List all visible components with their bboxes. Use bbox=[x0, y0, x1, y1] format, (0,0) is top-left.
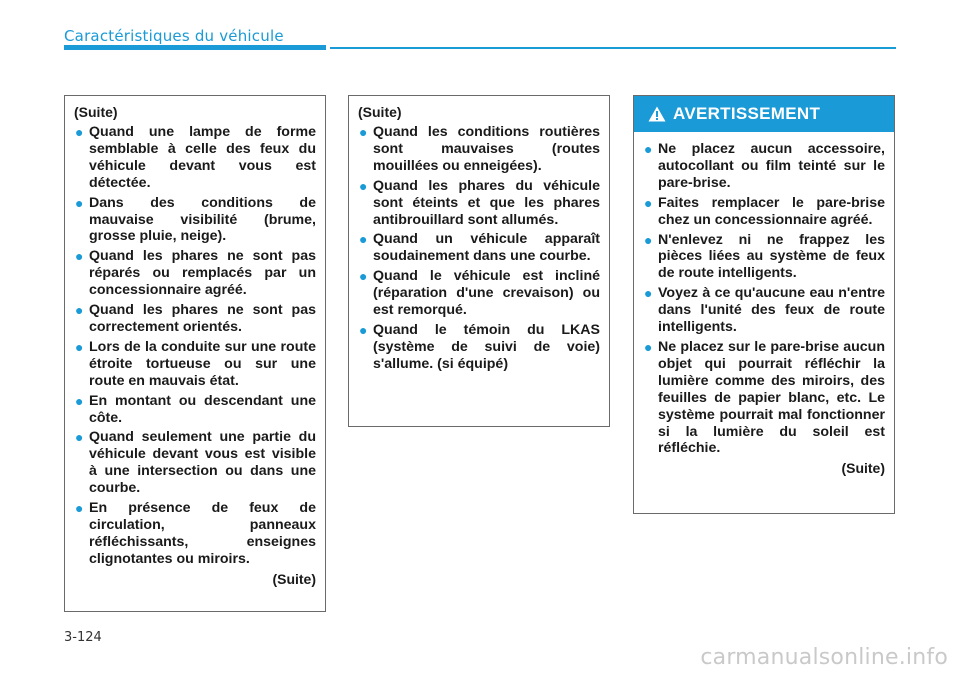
bullet-icon: ● bbox=[75, 194, 84, 211]
list-item bbox=[358, 268, 600, 319]
warning-title: AVERTISSEMENT bbox=[673, 104, 821, 123]
bullet-icon: ● bbox=[75, 338, 84, 355]
list-item bbox=[74, 500, 316, 568]
list-item-text: Ne placez sur le pare-brise aucun objet qui pourrait réfléchir la lumière comme des miroirs, des feuilles de papier blanc, etc. Le système pourrait mal fonctionner si la lumière du soleil est réfléchie. bbox=[658, 338, 885, 457]
list-item-text: Quand les phares ne sont pas réparés ou remplacés par un concessionnaire agréé. bbox=[89, 248, 316, 299]
list-item bbox=[74, 195, 316, 246]
warning-body bbox=[634, 132, 894, 485]
list-item bbox=[358, 231, 600, 265]
warning-header bbox=[634, 96, 894, 132]
warning-box bbox=[633, 95, 895, 514]
list-item bbox=[74, 393, 316, 427]
bullet-icon: ● bbox=[75, 302, 84, 319]
list-item-text: Ne placez aucun accessoire, autocollant ou film teinté sur le pare-brise. bbox=[658, 141, 885, 191]
bullet-icon: ● bbox=[644, 194, 653, 211]
list-item bbox=[74, 429, 316, 497]
list-item-text: Dans des conditions de mauvaise visibilité (brume, grosse pluie, neige). bbox=[89, 194, 316, 245]
continued-label-top: (Suite) bbox=[358, 104, 402, 120]
continued-label-bottom: (Suite) bbox=[272, 570, 316, 587]
list-item-text: Quand le véhicule est incliné (réparation d'une crevaison) ou est remorqué. bbox=[373, 268, 600, 319]
list-item-text: Quand les phares ne sont pas correctement orientés. bbox=[89, 302, 316, 335]
list-item-text: Quand les phares du véhicule sont éteints et que les phares antibrouillard sont allumés. bbox=[373, 177, 600, 228]
list-item-text: Quand les conditions routières sont mauvaises (routes mouillées ou enneigées). bbox=[373, 124, 600, 174]
bullet-icon: ● bbox=[644, 231, 653, 248]
warning-triangle-icon bbox=[648, 106, 666, 122]
bullet-icon: ● bbox=[75, 124, 84, 140]
list-item bbox=[358, 178, 600, 229]
list-item-text: En montant ou descendant une côte. bbox=[89, 392, 316, 426]
list-item-text: Voyez à ce qu'aucune eau n'entre dans l'unité des feux de route intelligents. bbox=[658, 285, 885, 336]
column2-list bbox=[358, 124, 600, 373]
list-item-text: Quand une lampe de forme semblable à celle des feux du véhicule devant vous est détectée. bbox=[89, 124, 316, 191]
list-item-text: Quand seulement une partie du véhicule devant vous est visible à une intersection ou dans une courbe. bbox=[89, 429, 316, 497]
section-title: Caractéristiques du véhicule bbox=[64, 27, 284, 45]
list-item-text: Quand le témoin du LKAS (système de suivi de voie) s'allume. (si équipé) bbox=[373, 321, 600, 372]
bullet-icon: ● bbox=[644, 285, 653, 302]
continued-label-bottom: (Suite) bbox=[841, 460, 885, 477]
column2-box bbox=[348, 95, 610, 427]
list-item bbox=[643, 285, 885, 336]
watermark: carmanualsonline.info bbox=[700, 645, 948, 670]
bullet-icon: ● bbox=[359, 124, 368, 140]
bullet-icon: ● bbox=[644, 338, 653, 355]
page-number: 3-124 bbox=[64, 630, 102, 645]
header-rule-thick bbox=[64, 45, 326, 50]
bullet-icon: ● bbox=[75, 500, 84, 517]
bullet-icon: ● bbox=[359, 268, 368, 285]
list-item-text: Quand un véhicule apparaît soudainement dans une courbe. bbox=[373, 231, 600, 265]
list-item-text: En présence de feux de circulation, panneaux réfléchissants, enseignes clignotantes ou miroirs. bbox=[89, 500, 316, 567]
list-item bbox=[643, 232, 885, 283]
header-rule-thin bbox=[330, 47, 896, 49]
bullet-icon: ● bbox=[644, 141, 653, 157]
list-item-text: Faites remplacer le pare-brise chez un concessionnaire agréé. bbox=[658, 194, 885, 228]
list-item bbox=[74, 248, 316, 299]
bullet-icon: ● bbox=[359, 321, 368, 338]
list-item-text: Lors de la conduite sur une route étroite tortueuse ou sur une route en mauvais état. bbox=[89, 338, 316, 389]
bullet-icon: ● bbox=[75, 429, 84, 446]
bullet-icon: ● bbox=[359, 177, 368, 194]
bullet-icon: ● bbox=[359, 231, 368, 248]
column1-box bbox=[64, 95, 326, 612]
list-item bbox=[643, 195, 885, 229]
bullet-icon: ● bbox=[75, 248, 84, 265]
bullet-icon: ● bbox=[75, 392, 84, 409]
list-item bbox=[358, 322, 600, 373]
list-item bbox=[358, 124, 600, 175]
list-item bbox=[74, 302, 316, 336]
column1-list bbox=[74, 124, 316, 568]
continued-label-top: (Suite) bbox=[74, 104, 118, 120]
list-item bbox=[643, 339, 885, 457]
list-item bbox=[643, 141, 885, 192]
list-item bbox=[74, 124, 316, 192]
list-item bbox=[74, 339, 316, 390]
warning-list bbox=[643, 141, 885, 457]
list-item-text: N'enlevez ni ne frappez les pièces liées au système de feux de route intelligents. bbox=[658, 231, 885, 282]
